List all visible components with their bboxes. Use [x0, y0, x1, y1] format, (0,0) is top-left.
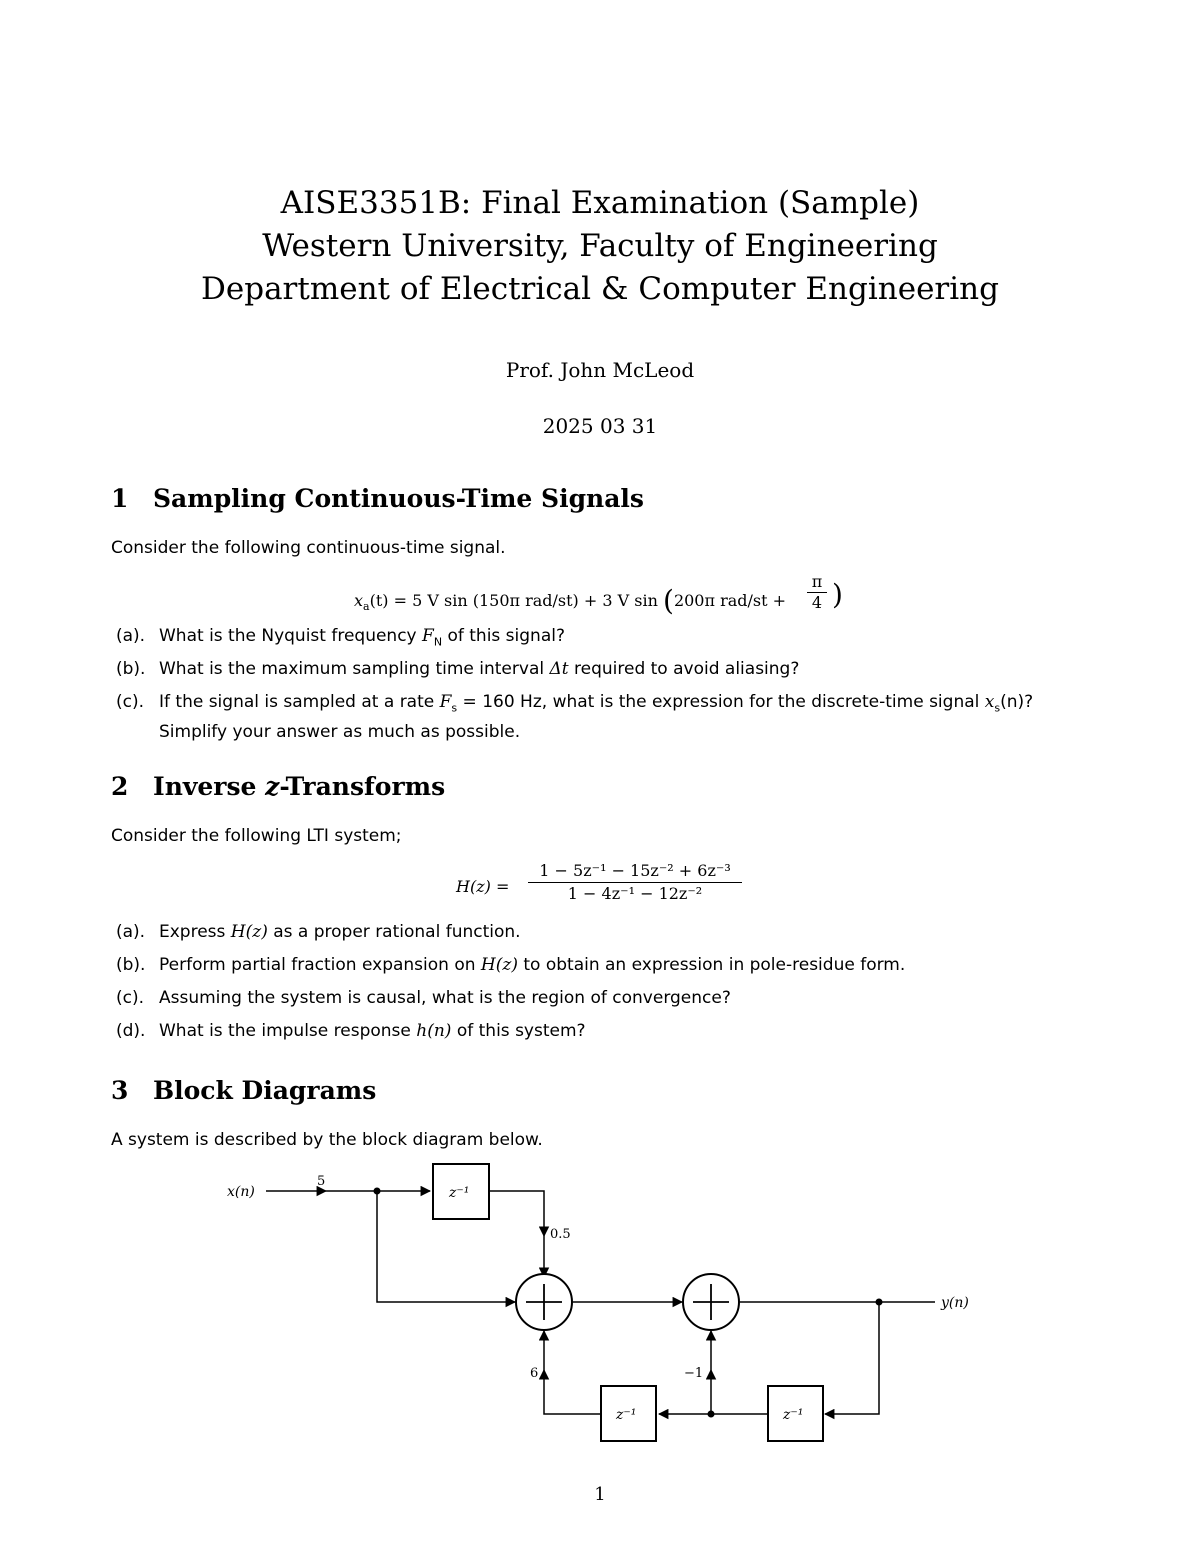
- output-label: y(n): [941, 1295, 969, 1311]
- exam-title: AISE3351B: Final Examination (Sample): [280, 185, 920, 221]
- s1-question-b: (b). What is the maximum sampling time interval Δt required to avoid aliasing?: [116, 659, 800, 679]
- tf-numerator: 1 − 5z⁻¹ − 15z⁻² + 6z⁻³: [528, 860, 742, 883]
- s1-question-c: (c). If the signal is sampled at a rate $F_s = 160$ Hz, what is the expression for the discrete-time signal $x_s(n)$? Simplify your answer as much as possible.: [116, 692, 1034, 743]
- gain-top-arrow: [489, 1191, 544, 1236]
- tf-denominator: 1 − 4z⁻¹ − 12z⁻²: [567, 884, 703, 903]
- tf-lhs: H(z) =: [456, 877, 510, 896]
- delay-label-left: z⁻¹: [616, 1407, 637, 1423]
- delay-label-top: z⁻¹: [449, 1185, 470, 1201]
- input-label: x(n): [227, 1184, 255, 1200]
- junction-node-input: [374, 1188, 381, 1195]
- eq-frac-num: π: [807, 572, 827, 593]
- junction-node-feedback: [708, 1411, 715, 1418]
- gain-mid-label: −1: [684, 1366, 704, 1381]
- gain-left-label: 6: [530, 1366, 539, 1381]
- page-number: 1: [594, 1484, 606, 1505]
- section-title: Sampling Continuous-Time Signals: [153, 484, 644, 513]
- eq-lhs: x: [354, 591, 364, 610]
- department-line: Department of Electrical & Computer Engineering: [201, 271, 999, 307]
- section-3-heading: 3 Block Diagrams: [111, 1076, 377, 1105]
- input-gain-label: 5: [317, 1174, 326, 1189]
- university-line: Western University, Faculty of Engineering: [262, 228, 938, 264]
- signal-equation: $x_a(t) = 5$ V sin (150π rad/st) + 3 V sin (200π rad/st + $\frac{\pi}{4}$ ): [354, 572, 843, 617]
- date: 2025 03 31: [542, 414, 658, 438]
- s1-question-a: (a). What is the Nyquist frequency $F_N$ of this signal?: [116, 626, 565, 649]
- section-3-intro: A system is described by the block diagram below.: [111, 1130, 543, 1150]
- section-1-intro: Consider the following continuous-time signal.: [111, 538, 506, 558]
- feedback-line: [825, 1302, 879, 1414]
- section-2-heading: 2 Inverse z-Transforms: [111, 772, 446, 801]
- gain-left-arrow: [544, 1370, 600, 1414]
- s2-question-d: (d). What is the impulse response h(n) of this system?: [116, 1021, 586, 1041]
- section-number: 1: [111, 484, 129, 513]
- author: Prof. John McLeod: [505, 358, 695, 382]
- section-2-intro: Consider the following LTI system;: [111, 826, 402, 846]
- s2-question-c: (c). Assuming the system is causal, what is the region of convergence?: [116, 988, 731, 1008]
- eq-frac-den: 4: [811, 593, 823, 612]
- s2-question-b: (b). Perform partial fraction expansion on H(z) to obtain an expression in pole-residue form.: [116, 955, 906, 975]
- adder-1: [516, 1274, 572, 1330]
- junction-node-output: [876, 1299, 883, 1306]
- eq-lhs-sub: a: [363, 600, 370, 614]
- delay-label-right: z⁻¹: [783, 1407, 804, 1423]
- gain-top-label: 0.5: [550, 1227, 571, 1242]
- s2-question-a: (a). Express H(z) as a proper rational function.: [116, 922, 521, 942]
- eq-part2: 200π rad/st +: [673, 591, 787, 610]
- eq-part1: (t) = 5 V sin (150π rad/st) + 3 V sin: [369, 591, 663, 610]
- adder-2: [683, 1274, 739, 1330]
